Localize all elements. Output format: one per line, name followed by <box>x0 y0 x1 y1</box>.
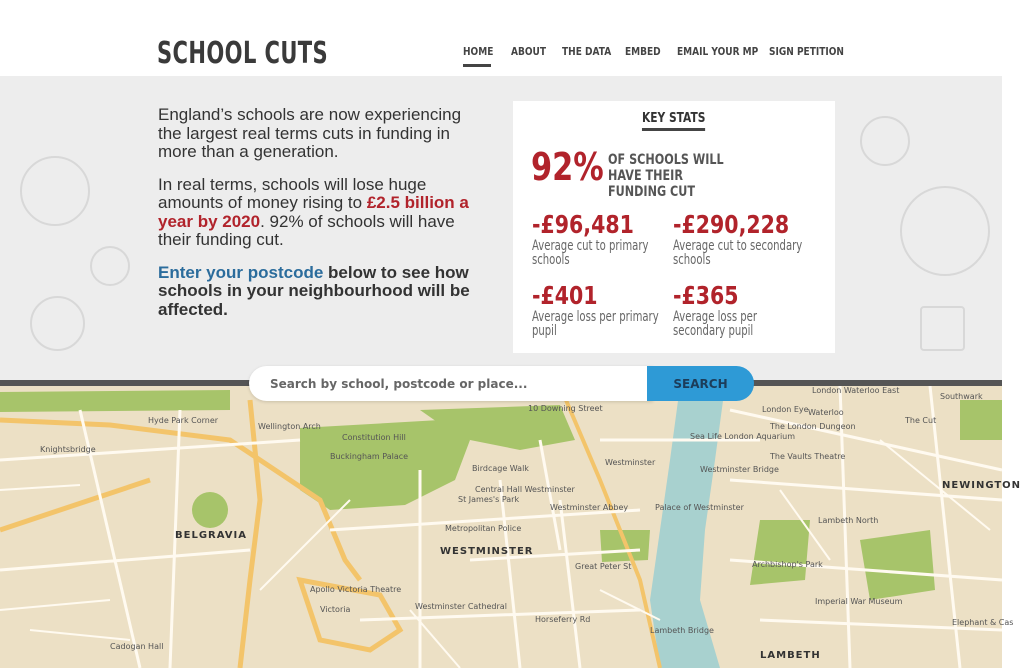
map-place-label: Archbishop's Park <box>752 560 823 569</box>
map-place-label: London Eye <box>762 405 809 414</box>
map-place-label: Victoria <box>320 605 351 614</box>
map-area-label: LAMBETH <box>760 650 821 661</box>
map-area-label: NEWINGTON <box>942 480 1021 491</box>
map-place-label: Palace of Westminster <box>655 503 744 512</box>
map-place-label: Cadogan Hall <box>110 642 164 651</box>
cuts-highlight: £2.5 billion a year by 2020 <box>158 193 469 231</box>
map-place-label: Wellington Arch <box>258 422 321 431</box>
search-input[interactable] <box>249 366 653 401</box>
stat-secondary-cut-label: Average cut to secondary schools <box>673 238 803 268</box>
map-place-label: Westminster Abbey <box>550 503 629 512</box>
doodle-circle-decoration <box>20 156 90 226</box>
doodle-book-decoration <box>920 306 965 351</box>
stat-primary-pupil-value: -£401 <box>532 281 598 310</box>
map-place-label: Constitution Hill <box>342 433 406 442</box>
postcode-link[interactable]: Enter your postcode <box>158 262 324 282</box>
nav-embed-link[interactable]: EMBED <box>625 45 661 58</box>
stat-primary-pupil-label: Average loss per primary pupil <box>532 309 659 339</box>
intro-paragraph: England’s schools are now experiencing the largest real terms cuts in funding in more than a generation. <box>158 105 462 161</box>
headline-percentage: 92% <box>531 145 604 189</box>
cuts-text-end: . 92% of schools will have their funding cut. <box>158 211 455 249</box>
school-search <box>249 366 754 401</box>
map-place-label: The Vaults Theatre <box>770 452 846 461</box>
key-stats-title: KEY STATS <box>642 111 705 131</box>
map-place-label: London Waterloo East <box>812 386 900 395</box>
key-stats-title-wrap <box>513 109 835 131</box>
postcode-paragraph <box>158 264 488 320</box>
doodle-circle-decoration <box>90 246 130 286</box>
map-place-label: The Cut <box>905 416 937 425</box>
map-place-label: St James's Park <box>458 495 520 504</box>
nav-the-data[interactable] <box>562 45 622 58</box>
map-area-label: WESTMINSTER <box>440 546 534 557</box>
cuts-text-start: In real terms, schools will lose huge amounts of money rising to <box>158 174 427 212</box>
map-place-label: Elephant & Cas <box>952 618 1014 627</box>
stat-primary-cut-label: Average cut to primary schools <box>532 238 649 268</box>
nav-about[interactable] <box>511 45 554 58</box>
site-logo[interactable]: SCHOOL CUTS <box>157 36 329 71</box>
cuts-paragraph <box>158 176 488 250</box>
map-place-label: 10 Downing Street <box>528 404 603 413</box>
nav-email-your-mp[interactable] <box>677 45 776 58</box>
stat-secondary-cut-value: -£290,228 <box>673 210 790 239</box>
map-place-label: Westminster Cathedral <box>415 602 507 611</box>
doodle-circle-decoration <box>860 116 910 166</box>
map-area-label: BELGRAVIA <box>175 530 247 541</box>
school-map[interactable] <box>0 380 1021 668</box>
stat-primary-cut-value: -£96,481 <box>532 210 634 239</box>
nav-the-data-link[interactable]: THE DATA <box>562 45 612 58</box>
map-place-label: Imperial War Museum <box>815 597 903 606</box>
search-button[interactable]: SEARCH <box>647 366 754 401</box>
map-place-label: Hyde Park Corner <box>148 416 219 425</box>
stat-secondary-pupil-label: Average loss per secondary pupil <box>673 309 758 339</box>
map-place-label: Southwark <box>940 392 983 401</box>
map-place-label: Westminster Bridge <box>700 465 779 474</box>
doodle-clock-decoration <box>900 186 990 276</box>
map-place-label: Westminster <box>605 458 656 467</box>
map-place-label: Sea Life London Aquarium <box>690 432 796 441</box>
map-place-label: The London Dungeon <box>770 422 856 431</box>
map-place-label: Great Peter St <box>575 562 632 571</box>
postcode-text: below to see how schools in your neighbourhood will be affected. <box>158 262 470 319</box>
map-place-label: Knightsbridge <box>40 445 96 454</box>
map-place-label: Lambeth North <box>818 516 879 525</box>
map-place-label: Lambeth Bridge <box>650 626 714 635</box>
headline-label: OF SCHOOLS WILL HAVE THEIR FUNDING CUT <box>608 152 724 200</box>
map-place-label: Waterloo <box>808 408 844 417</box>
hero-intro <box>158 106 488 333</box>
map-place-label: Metropolitan Police <box>445 524 522 533</box>
map-place-label: Apollo Victoria Theatre <box>310 585 402 594</box>
nav-embed[interactable] <box>625 45 669 58</box>
nav-email-your-mp-link[interactable]: EMAIL YOUR MP <box>677 45 759 58</box>
nav-about-link[interactable]: ABOUT <box>511 45 547 58</box>
map-place-label: Central Hall Westminster <box>475 485 575 494</box>
site-header <box>0 0 1002 76</box>
nav-sign-petition[interactable] <box>769 45 860 58</box>
map-place-label: Birdcage Walk <box>472 464 529 473</box>
nav-home-link[interactable]: HOME <box>463 45 494 58</box>
stat-secondary-pupil-value: -£365 <box>673 281 739 310</box>
nav-home[interactable] <box>463 45 500 58</box>
hero-section <box>0 76 1002 380</box>
map-place-label: Horseferry Rd <box>535 615 591 624</box>
key-stats-card <box>513 101 835 353</box>
nav-sign-petition-link[interactable]: SIGN PETITION <box>769 45 844 58</box>
doodle-apple-decoration <box>30 296 85 351</box>
map-place-label: Buckingham Palace <box>330 452 409 461</box>
